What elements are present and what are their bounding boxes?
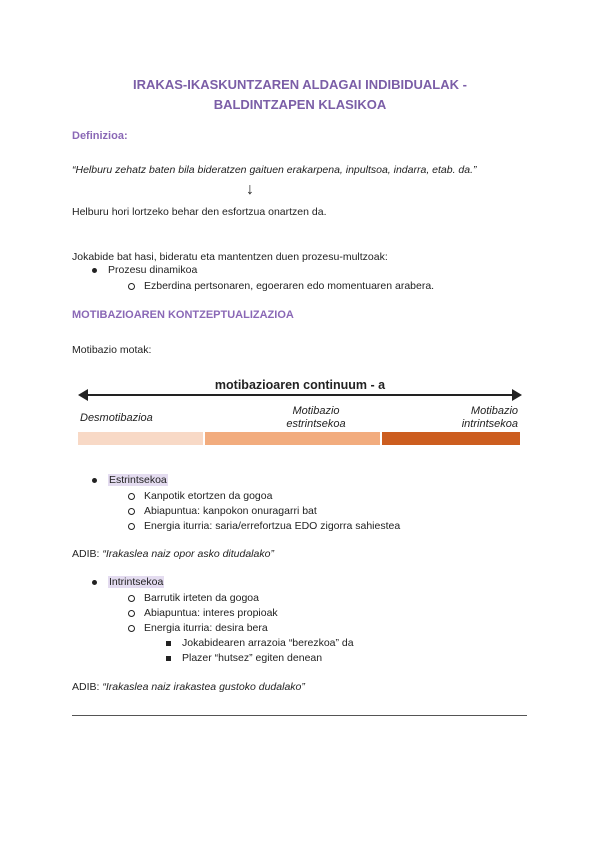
page-title-line2: BALDINTZAPEN KLASIKOA [213,97,387,112]
definition-quote: “Helburu zehatz baten bila bideratzen gaituen erakarpena, inpultsoa, indarra, etab. da.” [72,164,477,176]
bullet-circle-icon [128,595,135,602]
bullet-dot-icon [92,580,97,585]
list-item: Barrutik irteten da gogoa [144,591,278,606]
list-item: Kanpotik etortzen da gogoa [144,489,400,504]
intrinsic-example: ADIB: “Irakaslea naiz irakastea gustoko dudalako” [72,681,305,693]
intrinsic-subsublist [182,636,354,666]
list-item: Energia iturria: saria/errefortzua EDO zigorra sahiestea [144,519,400,534]
process-sublist [144,279,434,294]
extrinsic-sublist [144,489,400,534]
bullet-circle-icon [128,508,135,515]
process-intro: Jokabide bat hasi, bideratu eta mantentzen duen prozesu-multzoak: [72,251,388,263]
page-title [60,75,540,115]
intrinsic-sublist [144,591,278,636]
list-item: Energia iturria: desira bera [144,621,278,636]
continuum-label-desmotibazioa: Desmotibazioa [80,412,153,424]
bullet-square-icon [166,641,171,646]
continuum-line [86,394,514,396]
list-item: Ezberdina pertsonaren, egoeraren edo momentuaren arabera. [144,279,434,294]
bullet-circle-icon [128,610,135,617]
continuum-segment-intrintsekoa [382,432,520,445]
down-arrow-icon: ↓ [246,181,254,198]
process-list [108,263,197,278]
list-item: Jokabidearen arrazoia “berezkoa” da [182,636,354,651]
bullet-dot-icon [92,478,97,483]
extrinsic-example: ADIB: “Irakaslea naiz opor asko ditudalako” [72,548,274,560]
types-label: Motibazio motak: [72,344,152,356]
extrinsic-list [108,473,168,488]
list-item: Prozesu dinamikoa [108,263,197,278]
continuum-segment-desmotibazioa [78,432,203,445]
list-item: Abiapuntua: kanpokon onuragarri bat [144,504,400,519]
list-item: Abiapuntua: interes propioak [144,606,278,621]
continuum-label-intrintsekoa: Motibazio intrintsekoa [461,405,518,430]
continuum-title: motibazioaren continuum - a [209,378,391,392]
definition-heading: Definizioa: [72,130,128,142]
list-item [108,575,164,590]
bullet-dot-icon [92,268,97,273]
continuum-label-estrintsekoa: Motibazio estrintsekoa [286,405,346,430]
intrinsic-list [108,575,164,590]
extrinsic-label: Estrintsekoa [109,474,167,486]
page-title-line1: IRAKAS-IKASKUNTZAREN ALDAGAI INDIBIDUALAK - [133,77,467,92]
list-item [108,473,168,488]
continuum-diagram [78,378,522,448]
bullet-circle-icon [128,625,135,632]
definition-followup: Helburu hori lortzeko behar den esfortzua onartzen da. [72,206,327,218]
bullet-circle-icon [128,523,135,530]
section-heading-kontzeptualizazioa: MOTIBAZIOAREN KONTZEPTUALIZAZIOA [72,309,294,321]
list-item: Plazer “hutsez” egiten denean [182,651,354,666]
bullet-circle-icon [128,493,135,500]
continuum-segment-estrintsekoa [205,432,380,445]
bullet-square-icon [166,656,171,661]
intrinsic-label: Intrintsekoa [109,576,164,588]
bullet-circle-icon [128,283,135,290]
divider [72,715,527,716]
